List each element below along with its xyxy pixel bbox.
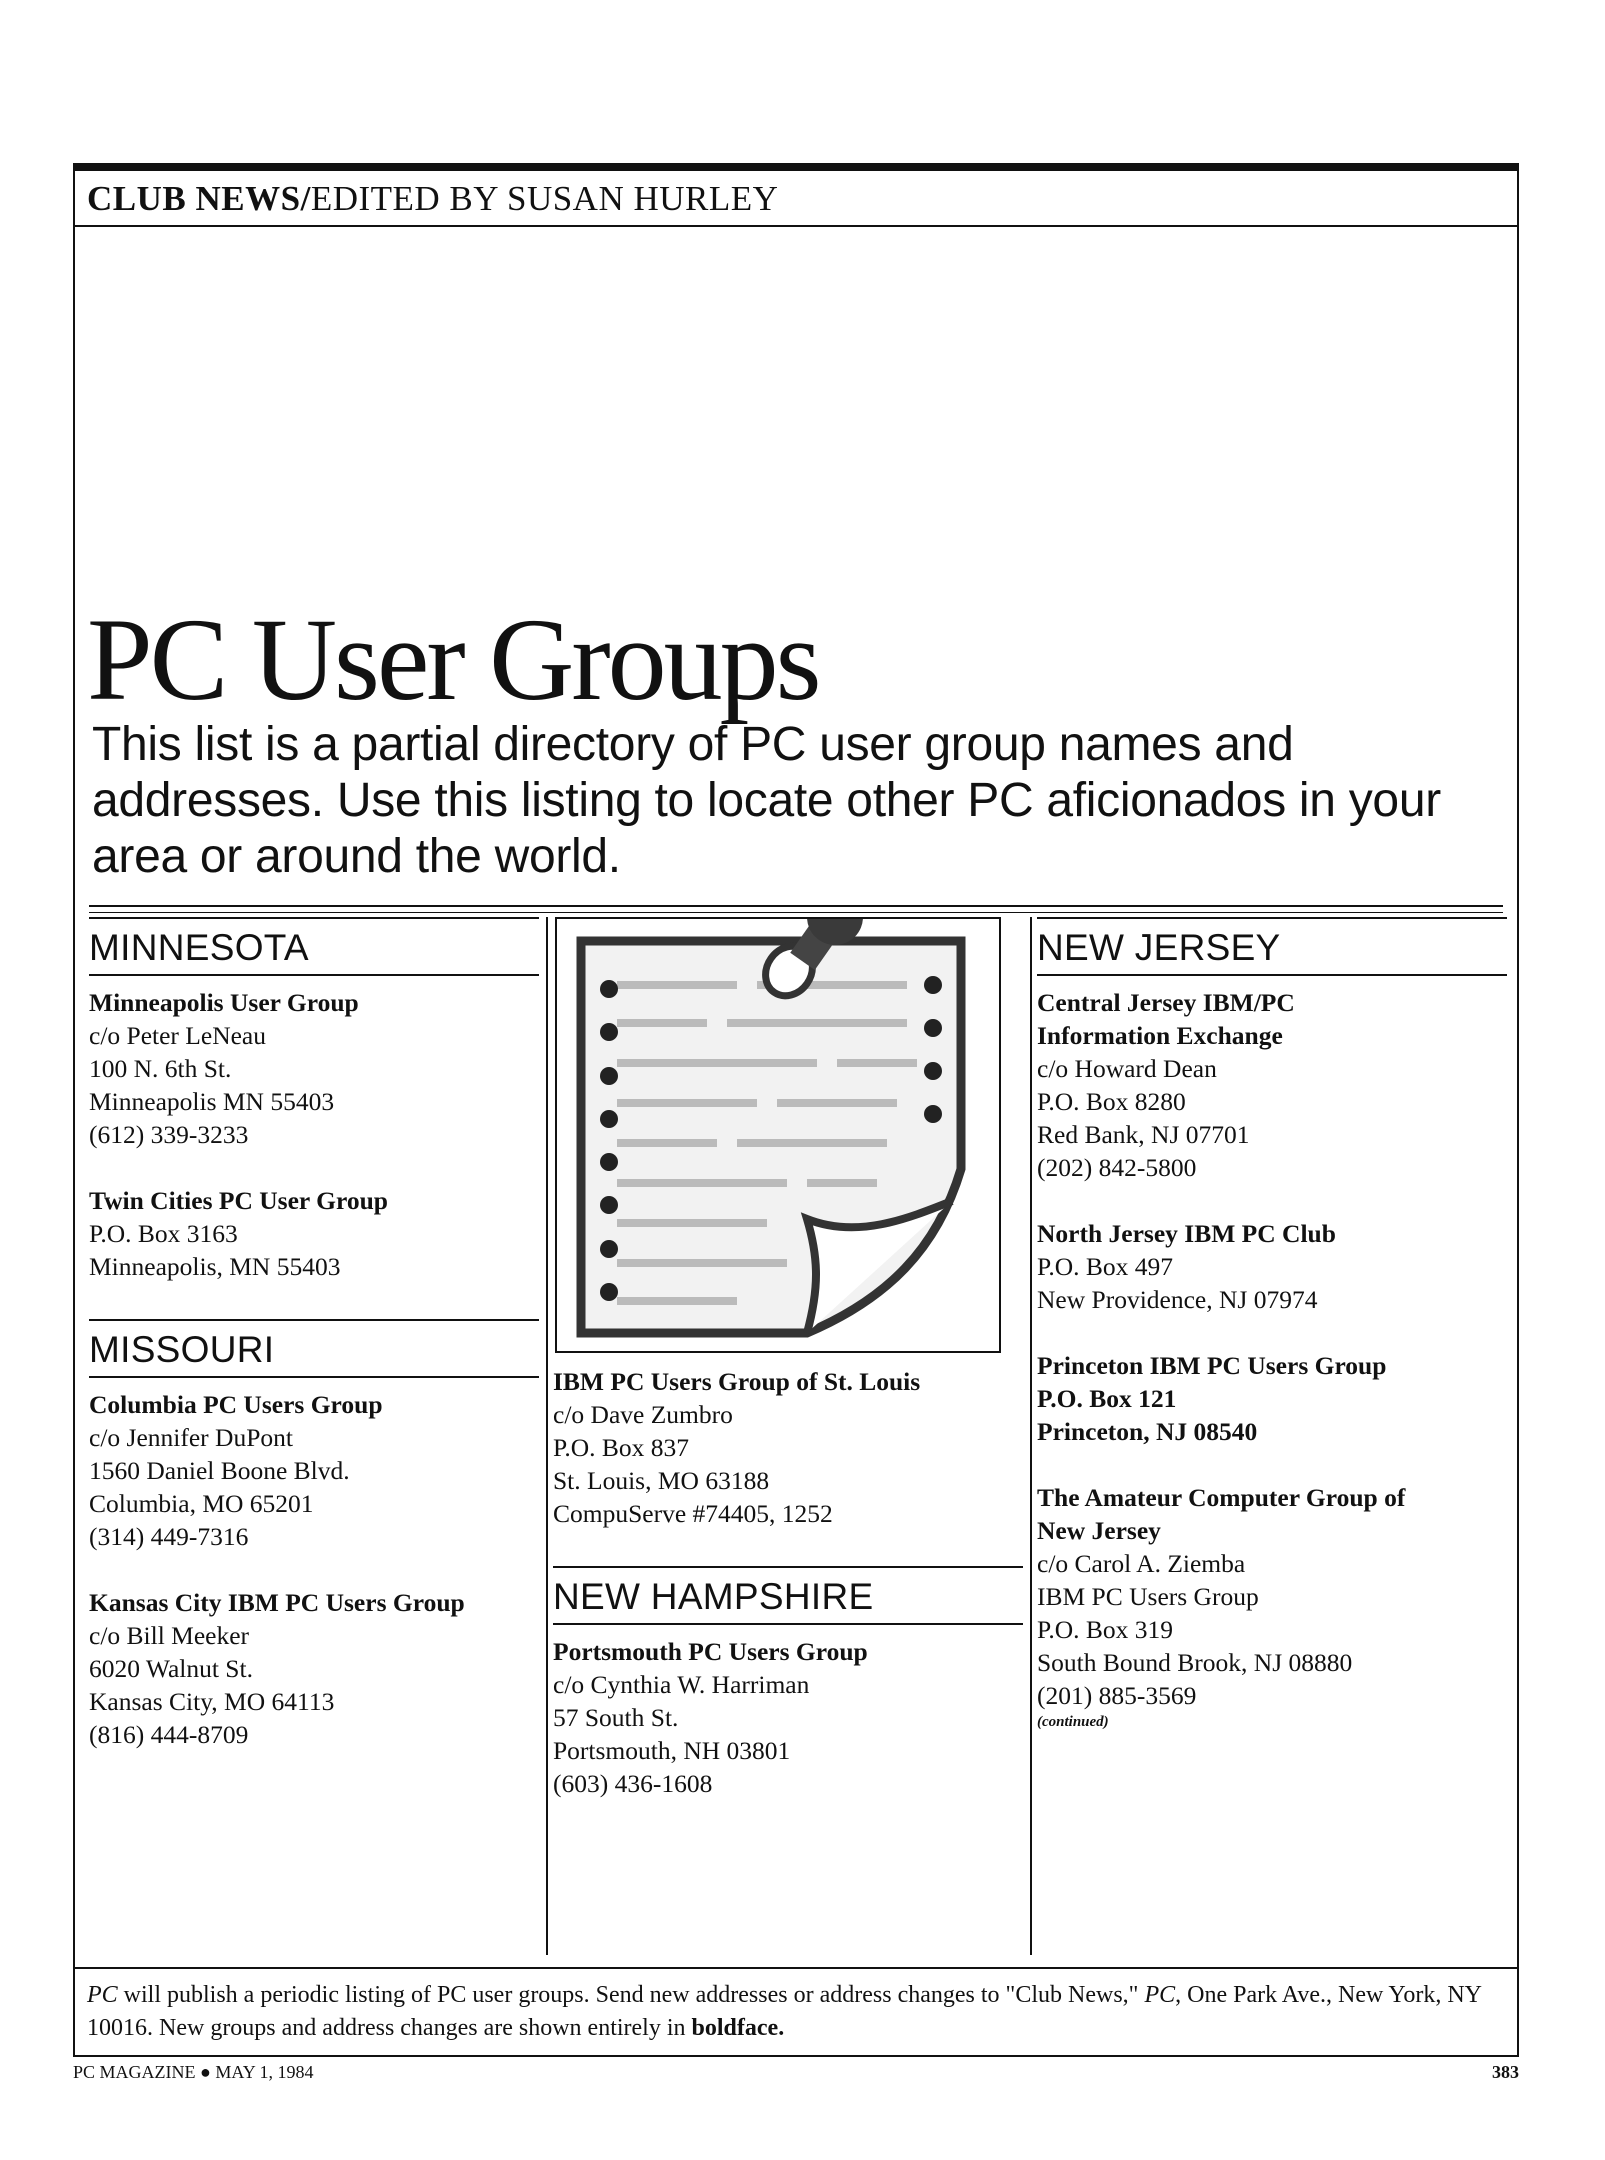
magazine-issue: PC MAGAZINE ● MAY 1, 1984 bbox=[73, 2062, 314, 2082]
intro-paragraph: This list is a partial directory of PC user group names and addresses. Use this listing to locate other PC aficionados in your area or around the world. bbox=[92, 718, 1441, 883]
pushpin-note-icon bbox=[557, 919, 999, 1351]
state-heading-missouri: MISSOURI bbox=[89, 1319, 539, 1378]
footer-note: PC will publish a periodic listing of PC user groups. Send new addresses or address changes to "Club News," PC, One Park Ave., New York, NY 10016. New groups and address changes are shown entirely in boldface. bbox=[87, 1982, 1482, 2041]
list-item: Princeton IBM PC Users Group P.O. Box 121 Princeton, NJ 08540 bbox=[1037, 1351, 1387, 1446]
list-item: Columbia PC Users Group c/o Jennifer DuPont 1560 Daniel Boone Blvd. Columbia, MO 65201 (314) 449-7316 bbox=[89, 1390, 383, 1551]
page-number: 383 bbox=[1492, 2062, 1519, 2082]
state-heading-new-hampshire: NEW HAMPSHIRE bbox=[553, 1566, 1023, 1625]
list-item: IBM PC Users Group of St. Louis c/o Dave Zumbro P.O. Box 837 St. Louis, MO 63188 CompuServe #74405, 1252 bbox=[553, 1367, 921, 1528]
section-header bbox=[75, 171, 1517, 227]
list-item: Minneapolis User Group c/o Peter LeNeau 100 N. 6th St. Minneapolis MN 55403 (612) 339-3233 bbox=[89, 988, 359, 1149]
editor-credit: EDITED BY SUSAN HURLEY bbox=[310, 179, 779, 218]
list-item: Twin Cities PC User Group P.O. Box 3163 Minneapolis, MN 55403 bbox=[89, 1186, 388, 1281]
column-1 bbox=[89, 917, 539, 1997]
state-heading-new-jersey: NEW JERSEY bbox=[1037, 917, 1507, 976]
page-title: PC User Groups bbox=[87, 594, 819, 725]
list-item: The Amateur Computer Group of New Jersey c/o Carol A. Ziemba IBM PC Users Group P.O. Box 319 South Bound Brook, NJ 08880 (201) 885-3569 bbox=[1037, 1483, 1406, 1710]
title-rule-thin bbox=[89, 912, 1503, 913]
list-item: Portsmouth PC Users Group c/o Cynthia W. Harriman 57 South St. Portsmouth, NH 03801 (603) 436-1608 bbox=[553, 1637, 868, 1798]
list-item: North Jersey IBM PC Club P.O. Box 497 New Providence, NJ 07974 bbox=[1037, 1219, 1336, 1314]
continued-label: (continued) bbox=[1037, 1714, 1109, 1730]
footer-rule bbox=[75, 1967, 1517, 1969]
article-frame bbox=[73, 163, 1519, 2057]
column-divider-1 bbox=[546, 917, 548, 1955]
section-label: CLUB NEWS/ bbox=[87, 179, 311, 218]
title-rule bbox=[89, 905, 1503, 907]
state-heading-minnesota: MINNESOTA bbox=[89, 917, 539, 976]
illustration-frame bbox=[555, 917, 1001, 1353]
column-divider-2 bbox=[1030, 917, 1032, 1955]
column-2 bbox=[553, 917, 1023, 1997]
list-item: Central Jersey IBM/PC Information Exchange c/o Howard Dean P.O. Box 8280 Red Bank, NJ 07701 (202) 842-5800 bbox=[1037, 988, 1295, 1182]
list-item: Kansas City IBM PC Users Group c/o Bill Meeker 6020 Walnut St. Kansas City, MO 64113 (816) 444-8709 bbox=[89, 1588, 465, 1749]
page-footer bbox=[73, 2058, 1519, 2086]
column-3 bbox=[1037, 917, 1507, 1997]
